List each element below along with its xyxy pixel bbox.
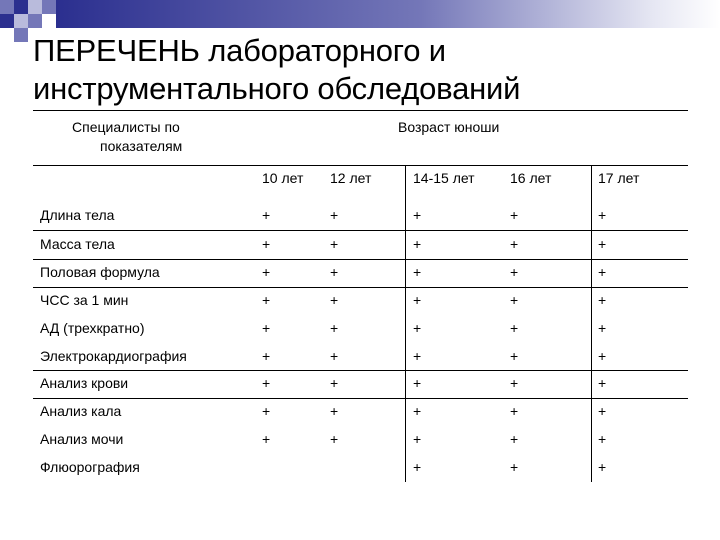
column-separator-right xyxy=(591,165,592,482)
age-header: 12 лет xyxy=(330,170,372,186)
header-specialists-line2: показателям xyxy=(100,138,183,154)
row-cell: + xyxy=(330,431,339,447)
row-cell: + xyxy=(330,348,339,364)
row-cell: + xyxy=(413,264,422,280)
band-square xyxy=(14,14,28,28)
row-label: Анализ крови xyxy=(40,375,129,391)
header-specialists-line1: Специалисты по xyxy=(72,119,180,135)
row-cell: + xyxy=(330,264,339,280)
column-separator-left xyxy=(405,165,406,482)
row-cell: + xyxy=(262,207,271,223)
row-cell: + xyxy=(262,264,271,280)
row-cell: + xyxy=(413,207,422,223)
row-label: ЧСС за 1 мин xyxy=(40,292,129,308)
row-cell: + xyxy=(330,207,339,223)
row-cell: + xyxy=(598,264,607,280)
band-square xyxy=(28,14,42,28)
row-cell: + xyxy=(510,292,519,308)
row-cell: + xyxy=(598,320,607,336)
row-cell: + xyxy=(510,264,519,280)
row-cell: + xyxy=(510,348,519,364)
age-header: 16 лет xyxy=(510,170,552,186)
row-cell: + xyxy=(598,403,607,419)
row-cell: + xyxy=(262,236,271,252)
age-header: 10 лет xyxy=(262,170,304,186)
row-label: Масса тела xyxy=(40,236,115,252)
row-cell: + xyxy=(330,375,339,391)
row-cell: + xyxy=(262,320,271,336)
row-cell: + xyxy=(510,431,519,447)
row-cell: + xyxy=(598,348,607,364)
row-label: Анализ кала xyxy=(40,403,122,419)
row-divider xyxy=(33,259,688,260)
row-cell: + xyxy=(262,431,271,447)
row-cell: + xyxy=(330,403,339,419)
band-square xyxy=(0,0,14,14)
row-cell: + xyxy=(510,320,519,336)
band-square xyxy=(42,0,56,14)
row-cell: + xyxy=(510,459,519,475)
title-line-2: инструментального обследований xyxy=(33,71,521,106)
row-cell: + xyxy=(262,292,271,308)
band-square xyxy=(14,28,28,42)
row-cell: + xyxy=(262,403,271,419)
row-label: Флюорография xyxy=(40,459,140,475)
row-cell: + xyxy=(330,236,339,252)
row-divider xyxy=(33,398,688,399)
page-title xyxy=(33,32,693,108)
row-label: Половая формула xyxy=(40,264,160,280)
row-divider xyxy=(33,230,688,231)
row-divider xyxy=(33,287,688,288)
row-cell: + xyxy=(330,320,339,336)
row-cell: + xyxy=(413,403,422,419)
row-cell: + xyxy=(262,375,271,391)
row-cell: + xyxy=(413,236,422,252)
row-label: Анализ мочи xyxy=(40,431,124,447)
row-cell: + xyxy=(598,292,607,308)
row-cell: + xyxy=(598,431,607,447)
row-cell: + xyxy=(330,292,339,308)
row-divider xyxy=(33,370,688,371)
row-label: АД (трехкратно) xyxy=(40,320,145,336)
row-label: Длина тела xyxy=(40,207,115,223)
row-cell: + xyxy=(598,459,607,475)
band-square xyxy=(28,0,42,14)
band-gradient-bar xyxy=(56,0,720,28)
header-age-group: Возраст юноши xyxy=(398,119,500,135)
row-cell: + xyxy=(262,348,271,364)
title-underline xyxy=(33,110,688,111)
row-cell: + xyxy=(510,236,519,252)
row-cell: + xyxy=(413,431,422,447)
row-cell: + xyxy=(510,207,519,223)
row-cell: + xyxy=(413,348,422,364)
row-cell: + xyxy=(598,236,607,252)
title-line-1: ПЕРЕЧЕНЬ лабораторного и xyxy=(33,33,446,68)
row-cell: + xyxy=(413,292,422,308)
row-cell: + xyxy=(510,375,519,391)
row-cell: + xyxy=(510,403,519,419)
row-cell: + xyxy=(413,459,422,475)
row-cell: + xyxy=(598,207,607,223)
row-cell: + xyxy=(413,320,422,336)
band-square xyxy=(0,14,14,28)
row-label: Электрокардиография xyxy=(40,348,187,364)
row-cell: + xyxy=(413,375,422,391)
header-divider xyxy=(33,165,688,166)
band-square xyxy=(14,0,28,14)
age-header: 14-15 лет xyxy=(413,170,475,186)
age-header: 17 лет xyxy=(598,170,640,186)
row-cell: + xyxy=(598,375,607,391)
